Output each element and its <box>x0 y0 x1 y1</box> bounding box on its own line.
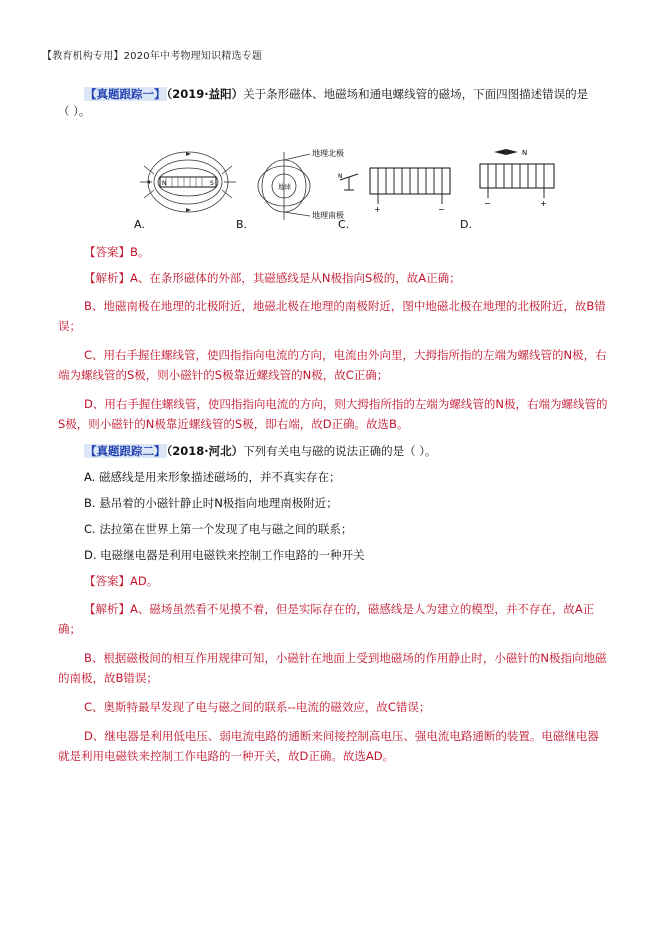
q2-tag: 【真题跟踪二】 <box>85 444 166 458</box>
q1-analysis-b: B、地磁南极在地理的北极附近，地磁北极在地理的南极附近，图中地磁北极在地理的北极附近，故B错误； <box>58 299 606 333</box>
q1-answer-tag: 【答案】 <box>84 245 130 259</box>
q2-source: （2018·河北） <box>166 444 244 458</box>
figure-c-n-label: N <box>338 173 343 180</box>
q1-source: （2019·益阳） <box>166 87 244 101</box>
q2-stem-line <box>58 443 610 460</box>
q1-analysis-text: A、在条形磁体的外部，其磁感线是从N极指向S极的，故A正确； <box>130 271 461 285</box>
q1-stem-line <box>58 86 610 103</box>
q2-option-a: A. 磁感线是用来形象描述磁场的，并不真实存在； <box>84 470 341 484</box>
figure-b-label: B. <box>236 218 248 231</box>
q2-analysis-tag: 【解析】 <box>84 602 130 616</box>
figure-a-bar-magnet <box>138 146 238 226</box>
q1-analysis-tag: 【解析】 <box>84 271 130 285</box>
q2-stem: 下列有关电与磁的说法正确的是（ ）。 <box>243 444 437 458</box>
figure-d-label: D. <box>460 218 472 231</box>
q2-analysis-d: D、继电器是利用低电压、弱电流电路的通断来间接控制高电压、强电流电路通断的装置。电磁继电器就是利用电磁铁来控制工作电路的一种开关，故D正确。故选AD。 <box>58 729 599 763</box>
q1-answer-line <box>58 244 610 261</box>
q1-analysis-a <box>58 270 610 287</box>
figure-c-plus: + <box>374 205 381 214</box>
q2-analysis-text: A、磁场虽然看不见摸不着，但是实际存在的，磁感线是人为建立的模型，并不存在，故A正确； <box>58 602 595 636</box>
q1-figures <box>58 146 610 236</box>
q2-option-c: C. 法拉第在世界上第一个发现了电与磁之间的联系； <box>84 522 353 536</box>
figure-a-label: A. <box>134 218 145 231</box>
q1-tag: 【真题跟踪一】 <box>85 87 166 101</box>
q2-analysis-b: B、根据磁极间的相互作用规律可知，小磁针在地面上受到地磁场的作用静止时，小磁针的N极指向地磁的南极，故B错误； <box>58 651 607 685</box>
q2-option-b: B. 悬吊着的小磁针静止时N极指向地理南极附近； <box>84 496 338 510</box>
q2-answer-tag: 【答案】 <box>84 574 130 588</box>
figure-b-south-label: 地理南极 <box>312 211 344 220</box>
figure-c-label: C. <box>338 218 350 231</box>
figure-c-minus: − <box>438 205 445 214</box>
q2-option-d: D. 电磁继电器是利用电磁铁来控制工作电路的一种开关 <box>84 548 365 562</box>
figure-a-n-label: N <box>162 180 167 187</box>
q1-answer: B。 <box>130 245 150 259</box>
q2-analysis-a <box>58 599 610 639</box>
page-header: 【教育机构专用】2020年中考物理知识精选专题 <box>42 51 263 62</box>
figure-d-solenoid <box>472 146 562 226</box>
figure-d-n-label: N <box>522 149 528 157</box>
q2-answer: AD。 <box>130 574 159 588</box>
figure-b-earth-label: 地球 <box>278 183 291 191</box>
content <box>58 86 610 766</box>
q1-analysis-c: C、用右手握住螺线管，使四指指向电流的方向，电流由外向里，大拇指所指的左端为螺线管的N极，右端为螺线管的S极，则小磁针的S极靠近螺线管的N极，故C正确； <box>58 348 607 382</box>
q2-answer-line <box>58 573 610 590</box>
figure-a-s-label: S <box>210 180 214 187</box>
figure-c-solenoid <box>336 146 466 226</box>
figure-d-plus: + <box>540 199 547 208</box>
q2-analysis-c: C、奥斯特最早发现了电与磁之间的联系--电流的磁效应，故C错误； <box>84 700 431 714</box>
figure-b-north-label: 地理北极 <box>312 149 344 158</box>
q1-stem: 关于条形磁体、地磁场和通电螺线管的磁场，下面四图描述错误的是 <box>243 87 589 101</box>
figure-d-minus: − <box>484 199 491 208</box>
q1-blank: （ ）。 <box>58 104 91 118</box>
q1-analysis-d: D、用右手握住螺线管，使四指指向电流的方向，则大拇指所指的左端为螺线管的N极，右端为螺线管的S极，则小磁针的N极靠近螺线管的S极，即右端，故D正确。故选B。 <box>58 397 608 431</box>
